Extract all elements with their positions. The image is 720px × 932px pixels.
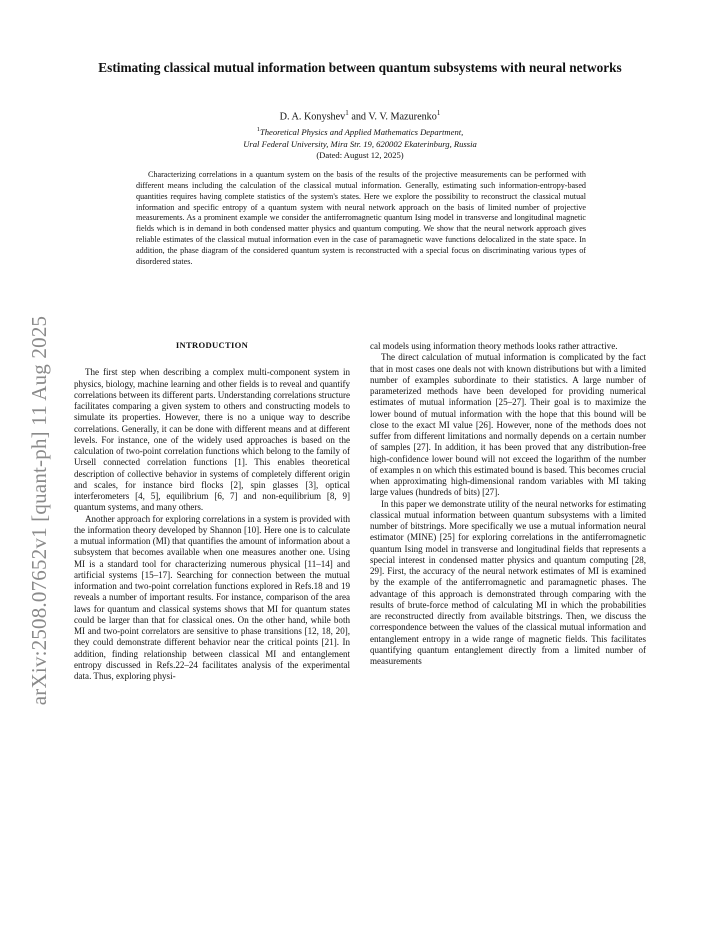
author-conjunction: and xyxy=(348,111,369,123)
arxiv-side-stamp-text: arXiv:2508.07652v1 [quant-ph] 11 Aug 2025 xyxy=(27,315,52,705)
body-paragraph: The direct calculation of mutual information is complicated by the fact that in most cases one deals not with known distributions but with a limited number of examples subordinate to their statistics. A large number of parameterized methods have been developed for providing numerical estimates of mutual information [25–27]. Their goal is to maximize the lower bound of mutual information with the hope that this bound will be close to the exact MI value [26]. However, none of the methods does not suffer from different limitations and normally depends on a certain number of samples [27]. In addition, it has been proved that any distribution-free high-confidence lower bound will not exceed the logarithm of the number of examples n on which this estimated bound is based. This becomes crucial when approximating high-dimensional random variables with MI taking large values (hundreds of bits) [27]. xyxy=(370,352,646,498)
section-heading: INTRODUCTION xyxy=(175,340,249,350)
body-paragraph: In this paper we demonstrate utility of the neural networks for estimating classical mutual information between quantum subsystems with a limited number of bitstrings. More specifically we use a mutual information neural estimator (MINE) [25] for exploring correlations in the antiferromagnetic quantum Ising model in transverse and longitudinal fields that represents a special interest in condensed matter physics and quantum computing [28, 29]. First, the accuracy of the neural network estimates of MI is examined by the example of the antiferromagnetic and paramagnetic phases. The advantage of this approach is demonstrated through comparing with the results of brute-force method of calculating MI in which the probabilities are reconstructed directly from available bitstrings. Then, we discuss the correspondence between the values of the classical mutual information and entanglement entropy in a wide range of magnetic fields. This facilitates quantifying quantum entanglement directly from a limited number of measurements xyxy=(370,498,646,666)
left-column xyxy=(74,340,350,682)
author-affiliation-mark: 1 xyxy=(436,109,441,117)
affiliation xyxy=(70,124,650,150)
body-paragraph: cal models using information theory methods looks rather attractive. xyxy=(370,341,618,351)
date-line: (Dated: August 12, 2025) xyxy=(316,150,404,160)
author-name: V. V. Mazurenko xyxy=(368,111,437,123)
affiliation-mark: 1 xyxy=(256,126,260,133)
body-paragraph: Another approach for exploring correlations in a system is provided with the information theory developed by Shannon [10]. Here one is to calculate a mutual information (MI) that quantifies the amount of information about a subsystem that becomes available when one measures another one. Using MI is a standard tool for characterizing numerous physical [11–14] and artificial systems [15–17]. Searching for connection between the mutual information and two-point correlation functions explored in Refs.18 and 19 reveals a number of important results. For instance, comparison of the area laws for quantum and classical systems shows that MI for quantum states could be larger than that for classical ones. On the other hand, while both MI and two-point correlators are sensitive to phase transitions [12, 18, 20], they could demonstrate different behavior near the critical points [21]. In addition, finding relationship between classical MI and entanglement entropy discussed in Refs.22–24 facilitates analysis of the experimental data. Thus, exploring physi- xyxy=(74,513,350,681)
right-column xyxy=(370,341,646,667)
affiliation-line: Ural Federal University, Mira Str. 19, 620002 Ekaterinburg, Russia xyxy=(243,138,477,149)
affiliation-line: Theoretical Physics and Applied Mathematics Department, xyxy=(259,126,464,137)
author-affiliation-mark: 1 xyxy=(345,109,349,117)
abstract: Characterizing correlations in a quantum system on the basis of the results of the projective measurements can be performed with different means including the calculation of the classical mutual information. Generally, estimating such information-entropy-based quantities requires having complete statistics of the system's states. Here we explore the possibility to reconstruct the classical mutual information and specific entropy of a quantum system with neural network approach on the basis of limited number of projective measurements. As a prominent example we consider the antiferromagnetic quantum Ising model in transverse and longitudinal magnetic fields which is in demand in both condensed matter physics and quantum computing. We show that the neural network approach gives reliable estimates of the classical mutual information even in the case of paramagnetic wave functions delocalized in the state space. In addition, the phase diagram of the considered quantum system is reconstructed with a special focus on discriminating various types of disordered states. xyxy=(136,170,586,266)
paper-title: Estimating classical mutual information between quantum subsystems with neural networks xyxy=(98,60,622,75)
author-list xyxy=(70,109,650,122)
arxiv-side-stamp xyxy=(20,300,60,720)
author-name: D. A. Konyshev xyxy=(279,111,346,123)
body-paragraph: The first step when describing a complex multi-component system in physics, biology, machine learning and other fields is to reveal and quantify correlations between its different parts. Understanding correlations structure facilitates comparing a given system to others and constructing models to simulate its properties. However, there is no a unique way to describe correlations. Generally, it can be done with different means and at different levels. For instance, one of the widely used approaches is based on the calculation of two-point correlation functions which belong to the family of Ursell connected correlation functions [1]. This enables theoretical description of collective behavior in systems of completely different origin and scales, for instance bird flocks [2], spin glasses [3], optical interferometers [4, 5], equilibrium [6, 7] and non-equilibrium [8, 9] quantum systems, and many others. xyxy=(74,367,350,513)
